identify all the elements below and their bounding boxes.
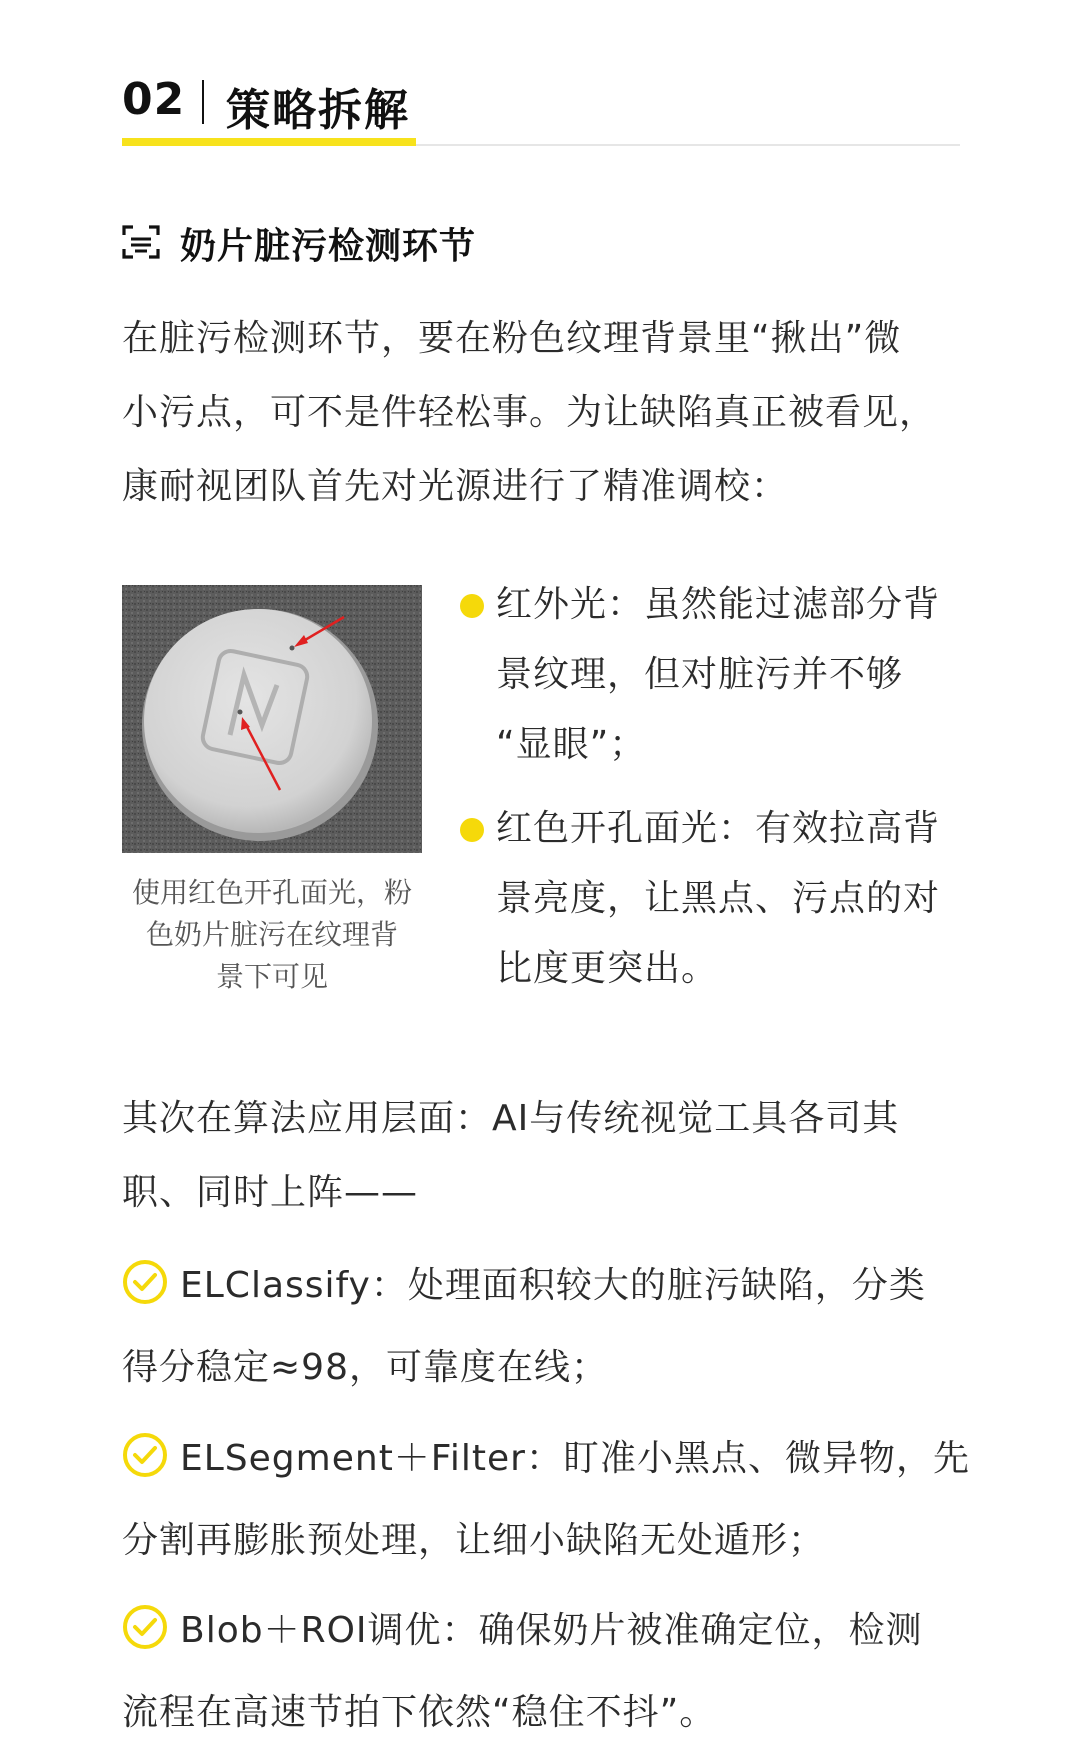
caption-line: 景下可见 xyxy=(215,960,328,993)
bullet-line: 红外光：虽然能过滤部分背 xyxy=(496,584,941,625)
check-item-blob-roi xyxy=(122,1590,962,1754)
paragraph-line: 在脏污检测环节，要在粉色纹理背景里“揪出”微 xyxy=(122,318,902,359)
check-line: 分割再膨胀预处理，让细小缺陷无处遁形； xyxy=(122,1520,826,1561)
check-line-first xyxy=(122,1245,962,1327)
check-line: 得分稳定≈98，可靠度在线； xyxy=(122,1347,608,1388)
section-rule xyxy=(416,144,960,146)
bullet-line: 红色开孔面光：有效拉高背 xyxy=(496,808,941,849)
check-text: ELSegment＋Filter：盯准小黑点、微异物，先 xyxy=(180,1438,970,1479)
check-text: Blob＋ROI调优：确保奶片被准确定位，检测 xyxy=(180,1610,923,1651)
caption-line: 使用红色开孔面光，粉 xyxy=(131,876,412,909)
paragraph-line: 职、同时上阵—— xyxy=(122,1172,419,1213)
section-number: 02 xyxy=(122,74,186,125)
bullet-line: “显眼”； xyxy=(496,724,647,765)
check-circle-icon xyxy=(122,1432,168,1478)
paragraph-line: 小污点，可不是件轻松事。为让缺陷真正被看见， xyxy=(122,392,937,433)
check-text: ELClassify：处理面积较大的脏污缺陷，分类 xyxy=(180,1265,926,1306)
check-circle-icon xyxy=(122,1259,168,1305)
lighting-bullets xyxy=(460,570,960,1018)
bullet-line: 景纹理，但对脏污并不够 xyxy=(496,654,904,695)
bullet-dot-icon xyxy=(460,818,484,842)
scan-icon xyxy=(122,224,160,260)
paragraph-line: 康耐视团队首先对光源进行了精准调校： xyxy=(122,466,789,507)
section-accent-bar xyxy=(122,138,416,146)
subheading-title: 奶片脏污检测环节 xyxy=(180,226,477,267)
algorithm-paragraph xyxy=(122,1082,962,1230)
section-title: 策略拆解 xyxy=(226,85,410,136)
bullet-line: 比度更突出。 xyxy=(496,948,719,989)
bullet-red-light xyxy=(460,794,960,1004)
check-line-first xyxy=(122,1418,970,1500)
section-header xyxy=(122,70,960,148)
paragraph-line: 其次在算法应用层面：AI与传统视觉工具各司其 xyxy=(122,1098,900,1139)
check-line: 流程在高速节拍下依然“稳住不抖”。 xyxy=(122,1692,717,1733)
check-line-first xyxy=(122,1590,962,1672)
section-divider xyxy=(202,80,204,124)
bullet-infrared xyxy=(460,570,960,780)
check-item-elclassify xyxy=(122,1245,962,1409)
intro-paragraph xyxy=(122,302,962,524)
check-circle-icon xyxy=(122,1604,168,1650)
milk-tablet-photo xyxy=(122,585,422,853)
caption-line: 色奶片脏污在纹理背 xyxy=(145,918,398,951)
check-item-elsegment xyxy=(122,1418,970,1582)
photo-caption xyxy=(122,872,422,998)
bullet-dot-icon xyxy=(460,594,484,618)
bullet-line: 景亮度，让黑点、污点的对 xyxy=(496,878,941,919)
